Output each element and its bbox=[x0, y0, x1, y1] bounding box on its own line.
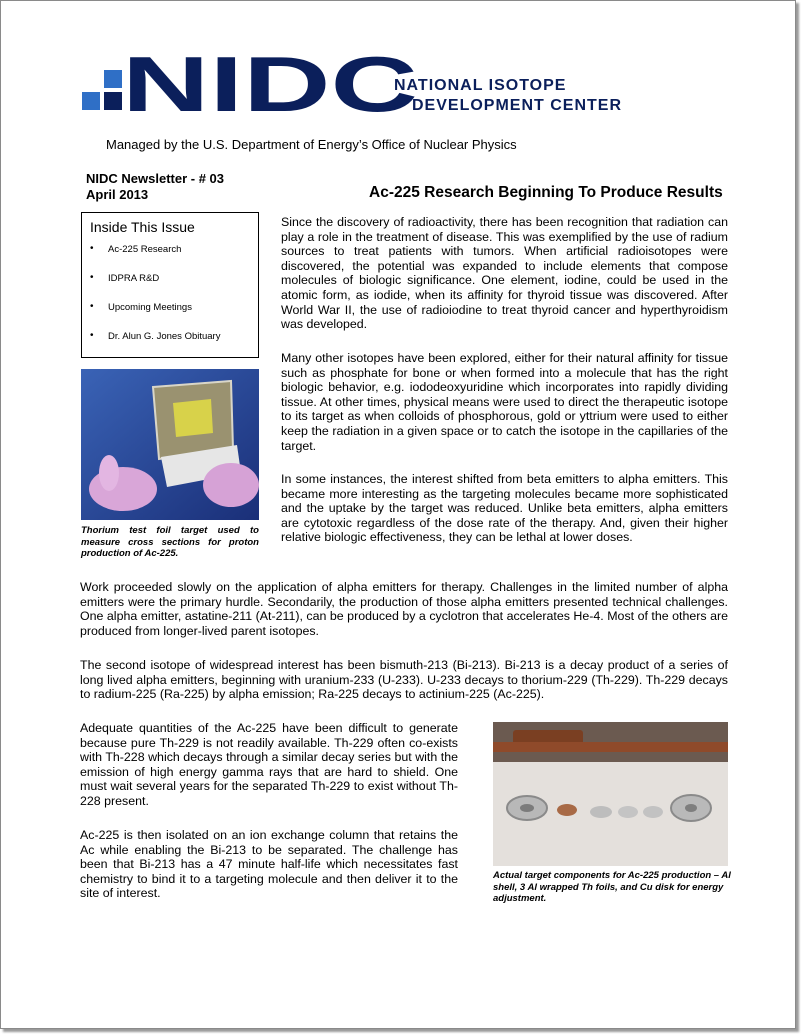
inside-item: • Ac-225 Research bbox=[90, 244, 220, 273]
managed-by-line: Managed by the U.S. Department of Energy’s Office of Nuclear Physics bbox=[106, 137, 517, 152]
inside-item: • Dr. Alun G. Jones Obituary bbox=[90, 331, 220, 360]
paragraph: Since the discovery of radioactivity, there has been recognition that radiation can play a role in the treatment of disease. This was exemplified by the use of radium sources to treat patients with tumors. When artificial radioisotopes were discovered, the potential was expanded to include elements that compose molecules of biologic significance. One element, iodine, could be used in the atomic form, as iodide, when its affinity for thyroid tissue was discovered. After World War II, the use of radioiodine to treat thyroid cancer and hyperthyroidism was developed. bbox=[281, 215, 728, 332]
paragraph: Many other isotopes have been explored, either for their natural affinity for tissue such as phosphate for bone or when formed into a molecule that has the right biologic behavior, e.g. iododeoxyuridine which incorporates into rapidly dividing tissue. At other times, physical means were used to direct the therapeutic isotope to its target as when colloids of phosphorous, gold or yttrium were used to either keep the radiation in a given space or to catch the isotope in the capillaries of the target. bbox=[281, 351, 728, 453]
inside-title: Inside This Issue bbox=[90, 219, 195, 235]
logo-text: NIDC bbox=[122, 44, 418, 124]
inside-list bbox=[90, 244, 220, 360]
org-name-line1: NATIONAL ISOTOPE bbox=[394, 77, 567, 94]
logo-square bbox=[82, 92, 100, 110]
nidc-logo bbox=[82, 44, 642, 124]
newsletter-date: April 2013 bbox=[86, 187, 149, 202]
thorium-foil-photo bbox=[81, 369, 259, 520]
newsletter-issue bbox=[86, 171, 224, 203]
photo2-caption: Actual target components for Ac-225 production – Al shell, 3 Al wrapped Th foils, and Cu disk for energy adjustment. bbox=[493, 870, 731, 904]
inside-item: • IDPRA R&D bbox=[90, 273, 220, 302]
paragraph: Adequate quantities of the Ac-225 have been difficult to generate because pure Th-229 is not readily available. Th-229 often co-exists with Th-228 which decays through a similar decay series but with the emission of high energy gamma rays that are hard to shield. One must wait several years for the separated Th-229 to exist without Th-228 present. bbox=[80, 721, 458, 808]
paragraph: Ac-225 is then isolated on an ion exchange column that retains the Ac while enabling the Bi-213 to be separated. The challenge has been that Bi-213 has a 47 minute half-life which necessitates fast chemistry to bind it to a targeting molecule and then deliver it to the site of interest. bbox=[80, 828, 458, 901]
photo1-caption: Thorium test foil target used to measure cross sections for proton production of Ac-225. bbox=[81, 525, 259, 559]
inside-this-issue-box bbox=[81, 212, 259, 358]
org-name-line2: DEVELOPMENT CENTER bbox=[412, 97, 623, 114]
inside-item: • Upcoming Meetings bbox=[90, 302, 220, 331]
paragraph: The second isotope of widespread interest has been bismuth-213 (Bi-213). Bi-213 is a decay product of a series of long lived alpha emitters, beginning with uranium-233 (U-233). U-233 decays to thorium-229 (Th-229). Th-229 decays to radium-225 (Ra-225) by alpha emission; Ra-225 decays to actinium-225 (Ac-225). bbox=[80, 658, 728, 702]
logo-square bbox=[104, 70, 122, 88]
paragraph: Work proceeded slowly on the application of alpha emitters for therapy. Challenges in the limited number of alpha emitters were the primary hurdle. Secondarily, the production of those alpha emitters presented technical challenges. One alpha emitter, astatine-211 (At-211), can be produced by a cyclotron that accelerates He-4. Most of the others are produced from longer-lived parent isotopes. bbox=[80, 580, 728, 638]
target-components-photo bbox=[493, 722, 728, 866]
newsletter-number: NIDC Newsletter - # 03 bbox=[86, 171, 224, 186]
paragraph: In some instances, the interest shifted from beta emitters to alpha emitters. This became more interesting as the targeting molecules became more sophisticated and the uptake by the target was reduced. Unlike beta emitters, alpha emitters are cytotoxic regardless of the dose rate of the therapy. And, given their higher relative biologic effectiveness, they can be lethal at lower doses. bbox=[281, 472, 728, 545]
article-headline: Ac-225 Research Beginning To Produce Results bbox=[369, 184, 723, 201]
logo-square bbox=[104, 92, 122, 110]
